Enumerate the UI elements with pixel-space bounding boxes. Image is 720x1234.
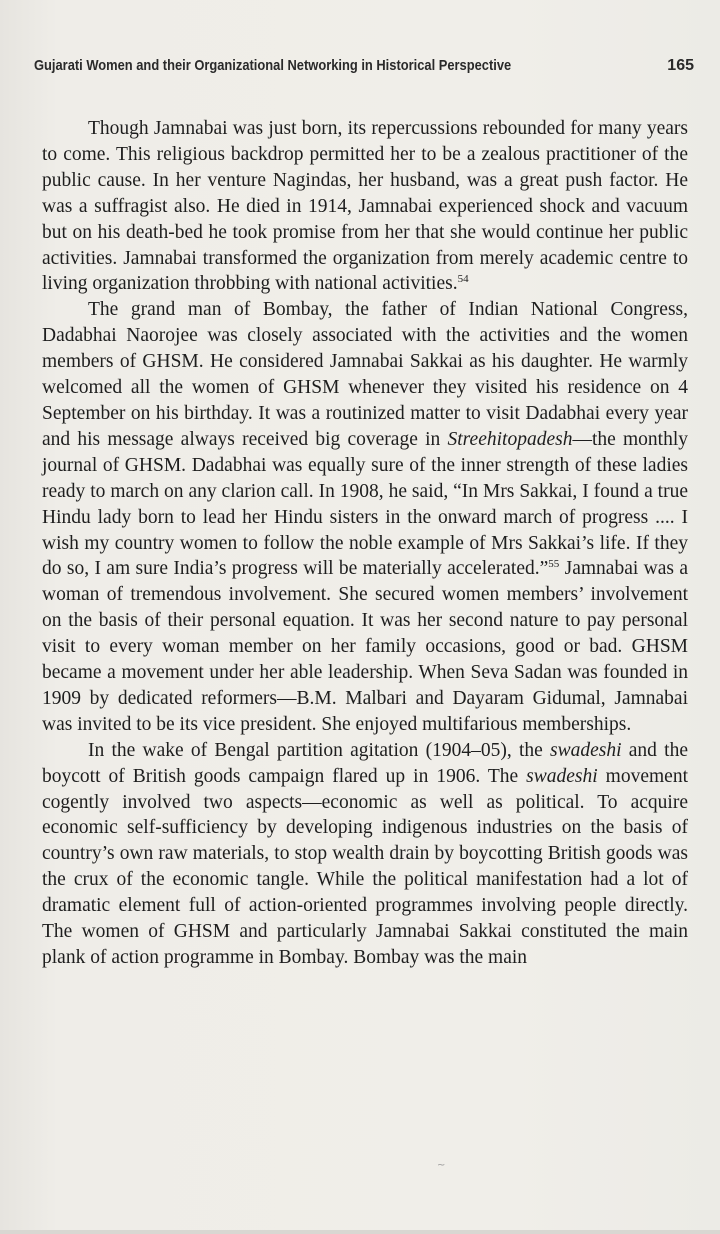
running-title: Gujarati Women and their Organizational Networking in Historical Perspective xyxy=(34,57,512,74)
paragraph-2-text-a: The grand man of Bombay, the father of Indian National Congress, Dadabhai Naorojee was closely associated with the activities and the women members of GHSM. He considered Jamnabai Sakkai as his daughter. He warmly welcomed all the women of GHSM whenever they visited his residence on 4 September on his birthday. It was a routinized matter to visit Dadabhai every year and his message always received big coverage in xyxy=(42,299,688,450)
footnote-ref-55: 55 xyxy=(548,558,560,571)
swadeshi-term-1: swadeshi xyxy=(550,739,622,761)
paragraph-2 xyxy=(42,297,688,737)
footnote-ref-54: 54 xyxy=(457,273,469,286)
paragraph-3-text-c: movement cogently involved two aspects—economic as well as political. To acquire economic self-sufficiency by developing indigenous industries on the basis of country’s own raw materials, to stop wealth drain by boycotting British goods was the crux of the economic tangle. While the political manifestation had a lot of dramatic element full of action-oriented programmes involving people directly. The women of GHSM and particularly Jamnabai Sakkai constituted the main plank of action programme in Bombay. Bombay was the main xyxy=(42,765,688,968)
paragraph-3-text-b: and the boycott of British goods campaign flared up in 1906. The xyxy=(42,739,688,787)
swadeshi-term-2: swadeshi xyxy=(526,765,598,787)
paragraph-2-text-b: —the monthly journal of GHSM. Dadabhai was equally sure of the inner strength of these ladies ready to march on any clarion call. In 1908, he said, “In Mrs Sakkai, I found a true Hindu lady born to lead her Hindu sisters in the onward march of progress .... I wish my country women to follow the noble example of Mrs Sakkai’s life. If they do so, I am sure India’s progress will be materially accelerated.” xyxy=(42,428,689,580)
paragraph-1-text: Though Jamnabai was just born, its repercussions rebounded for many years to come. This religious backdrop permitted her to be a zealous practitioner of the public cause. In her venture Nagindas, her husband, was a great push factor. He was a suffragist also. He died in 1914, Jamnabai experienced shock and vacuum but on his death-bed he took promise from her that she would continue her public activities. Jamnabai transformed the organization from merely academic centre to living organization throbbing with national activities. xyxy=(42,118,688,295)
page-number: 165 xyxy=(667,57,694,74)
paragraph-3-text-a: In the wake of Bengal partition agitation (1904–05), the xyxy=(88,739,551,761)
print-speck: ~ xyxy=(437,1160,446,1171)
paragraph-2-text-c: Jamnabai was a woman of tremendous involvement. She secured women members’ involvement on the basis of their personal equation. It was her second nature to pay personal visit to every woman member on her family occasions, good or bad. GHSM became a movement under her able leadership. When Seva Sadan was founded in 1909 by dedicated reformers—B.M. Malbari and Dayaram Gidumal, Jamnabai was invited to be its vice president. She enjoyed multifarious memberships. xyxy=(42,558,688,735)
page-bottom-edge xyxy=(0,1230,720,1234)
running-header xyxy=(34,57,694,75)
body-text xyxy=(42,116,688,971)
journal-title: Streehitopadesh xyxy=(447,428,573,450)
paragraph-3 xyxy=(42,738,688,971)
paragraph-1 xyxy=(42,116,688,297)
